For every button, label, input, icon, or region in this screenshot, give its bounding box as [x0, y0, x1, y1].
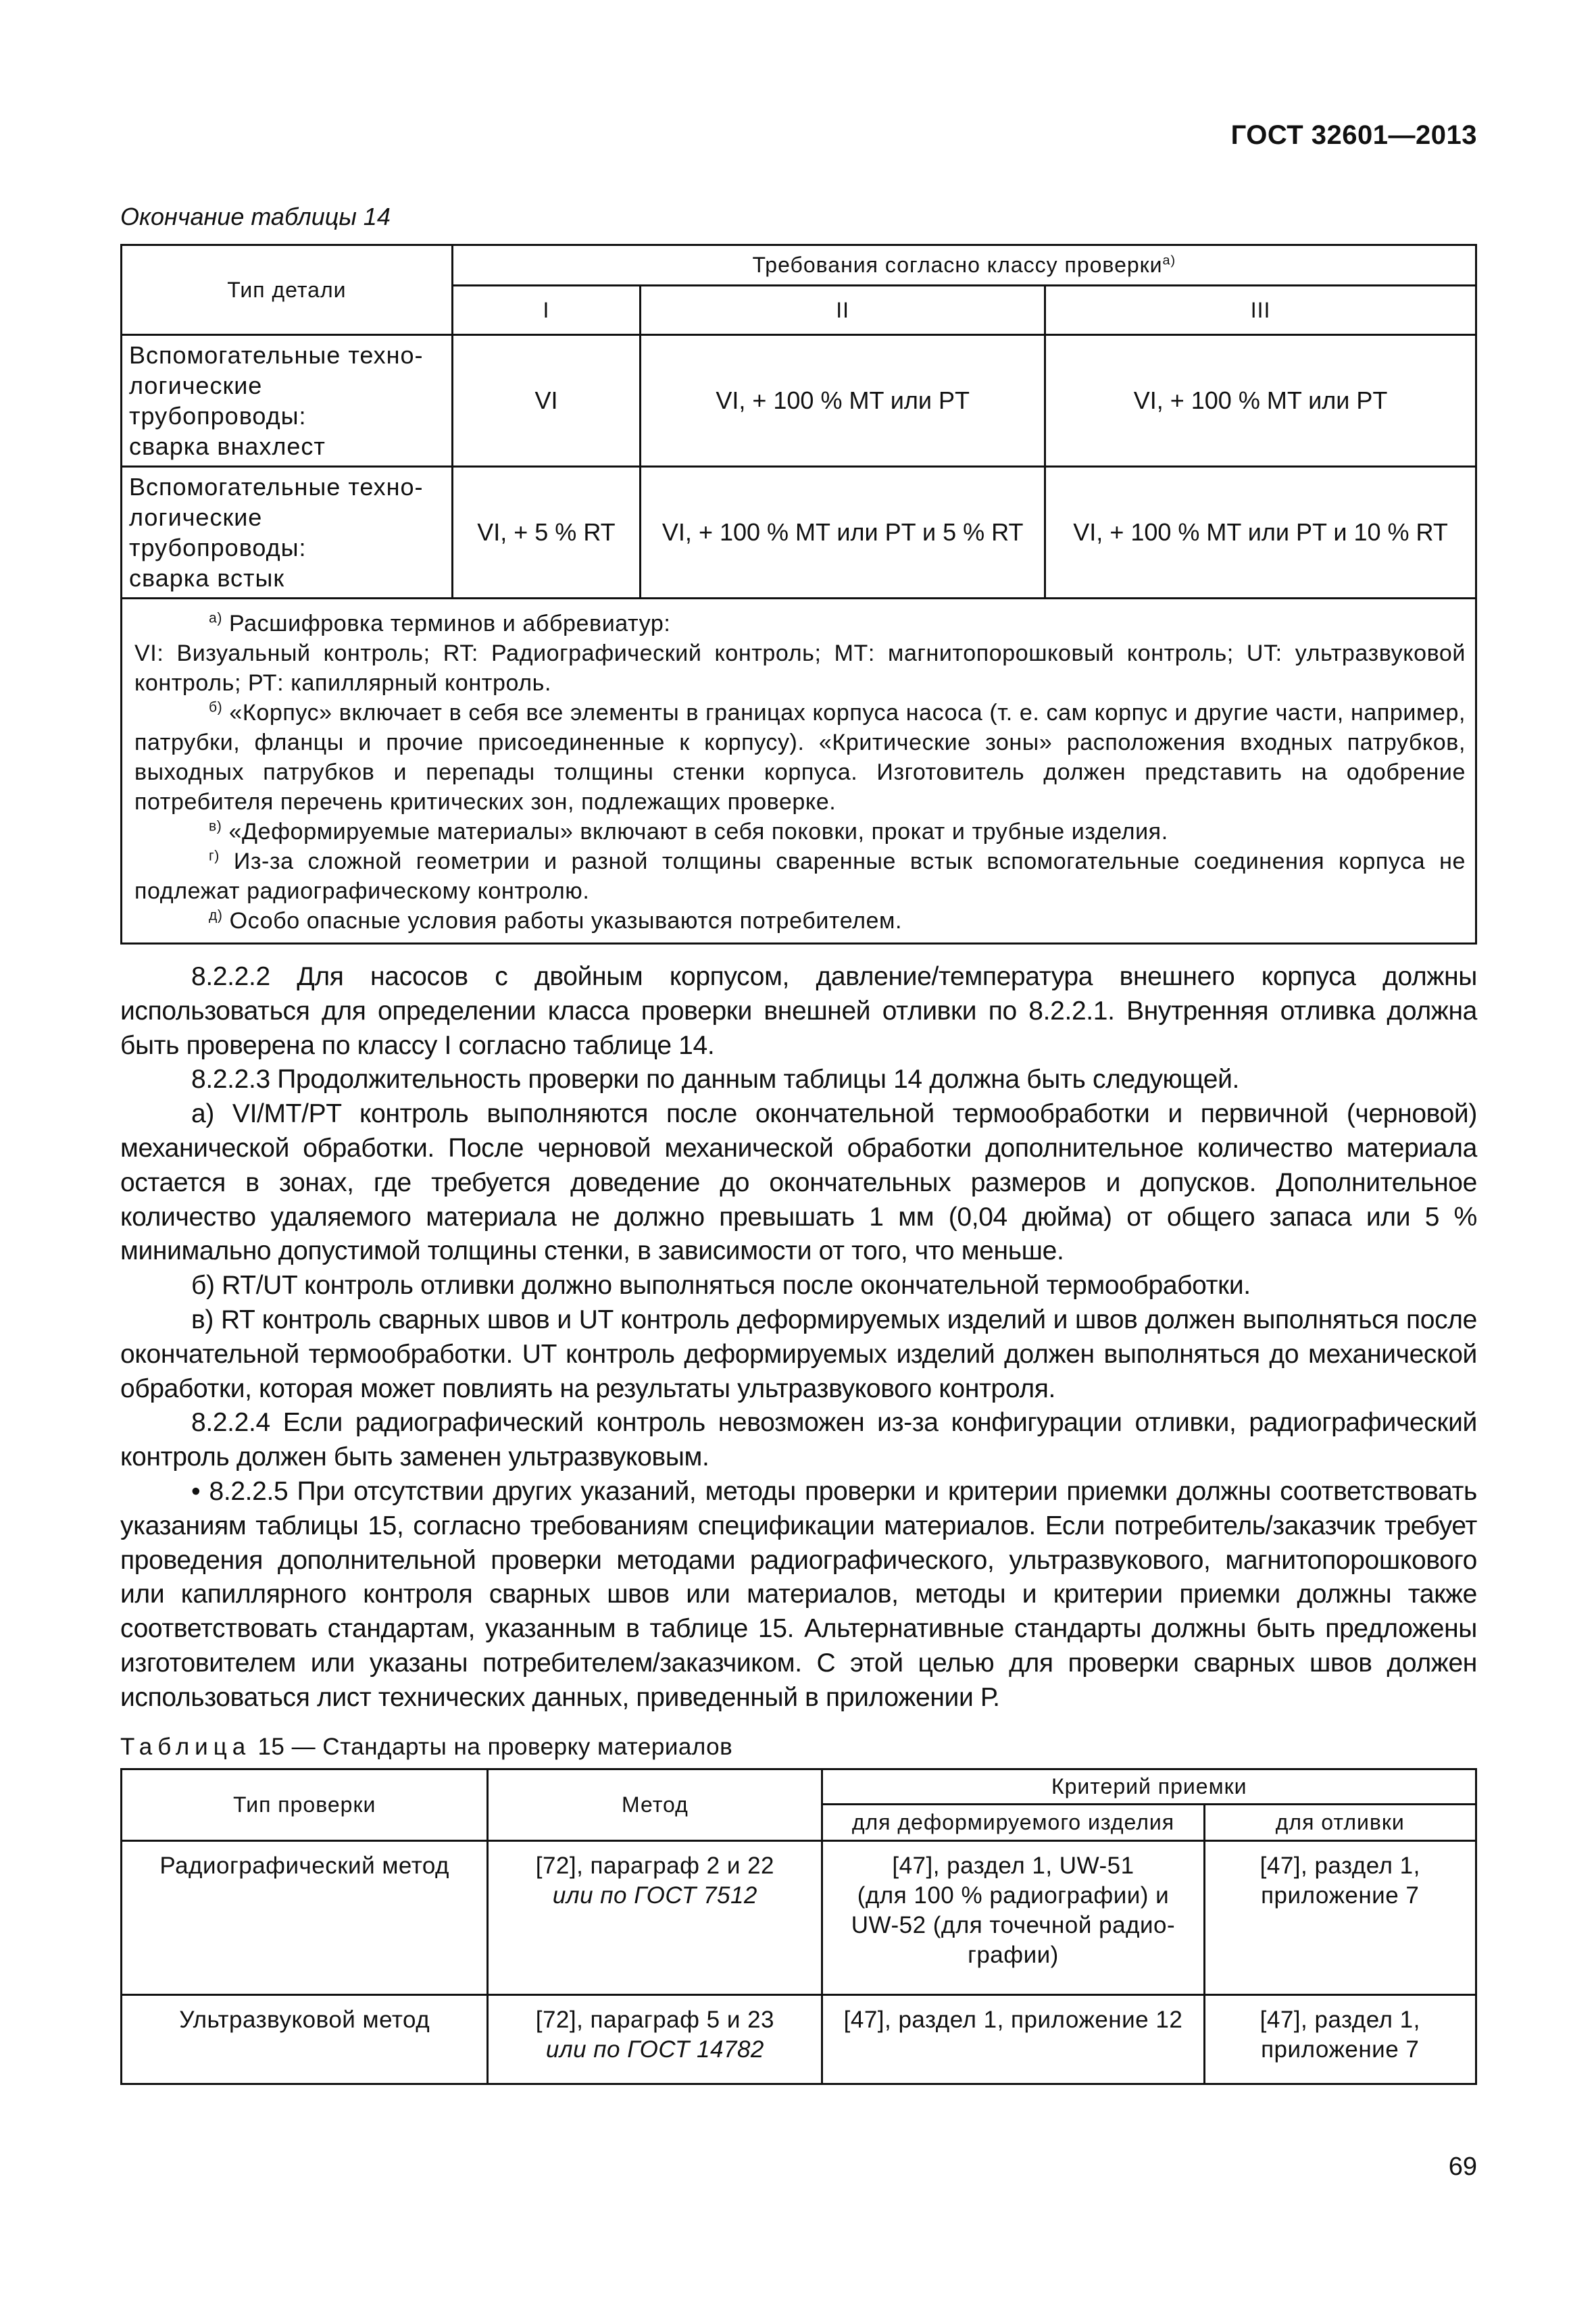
cell-check-type: Радиографический метод — [122, 1841, 488, 1995]
table-row — [122, 1995, 1476, 2084]
footnote-c: $^{в)}$ «Деформируемые материалы» включают в себя поковки, прокат и трубные изделия. — [209, 818, 1168, 845]
footnote-d: $^{г)}$ Из-за сложной геометрии и разной толщины сваренные встык вспомогательные соединения корпуса не подлежат радиографическому контролю. — [134, 848, 1466, 904]
cell-casting: [47], раздел 1, приложение 7 — [1204, 1841, 1476, 1995]
header-acceptance-criteria: Критерий приемки — [822, 1769, 1476, 1805]
header-part-type: Тип детали — [122, 245, 453, 335]
cell-class-ii: VI, + 100 % MT или PT и 5 % RT — [641, 467, 1045, 599]
cell-class-i: VI — [452, 335, 641, 467]
row-part-type: Вспомогательные техно- логические трубопроводы: сварка встык — [122, 467, 453, 599]
table15-caption: Таблица 15 — Стандарты на проверку материалов — [120, 1734, 733, 1760]
page-number: 69 — [1448, 2153, 1477, 2181]
header-class-ii: II — [641, 286, 1045, 335]
paragraph-item-c: в) RT контроль сварных швов и UT контроль деформируемых изделий и швов должен выполняться после окончательной термообработки. UT контроль деформируемых изделий должен выполняться до механической обработки, которая может повлиять на результаты ультразвукового контроля. — [120, 1305, 1477, 1403]
paragraph-8-2-2-3: 8.2.2.3 Продолжительность проверки по данным таблицы 14 должна быть следующей. — [191, 1065, 1240, 1095]
cell-class-iii: VI, + 100 % MT или PT — [1045, 335, 1476, 467]
header-wrought: для деформируемого изделия — [822, 1805, 1204, 1841]
cell-class-i: VI, + 5 % RT — [452, 467, 641, 599]
cell-method: [72], параграф 5 и 23 или по ГОСТ 14782 — [488, 1995, 822, 2084]
paragraph-item-b: б) RT/UT контроль отливки должно выполняться после окончательной термообработки. — [191, 1271, 1251, 1301]
table-row — [122, 1841, 1476, 1995]
paragraph-item-a: а) VI/MT/PT контроль выполняются после окончательной термообработки и первичной (черновой) механической обработки. После черновой механической обработки дополнительное количество материала остается в зонах, где требуется доведение до окончательных размеров и допусков. Дополнительное количество удаляемого материала не должно превышать 1 мм (0,04 дюйма) от общего запаса или 5 % минимально допустимой толщины стенки, в зависимости от того, что меньше. — [120, 1099, 1477, 1266]
header-casting: для отливки — [1204, 1805, 1476, 1841]
table-row — [122, 467, 1476, 599]
cell-check-type: Ультразвуковой метод — [122, 1995, 488, 2084]
body-text — [120, 960, 1477, 1715]
header-check-type: Тип проверки — [122, 1769, 488, 1841]
cell-class-iii: VI, + 100 % MT или PT и 10 % RT — [1045, 467, 1476, 599]
table14-footnotes — [122, 599, 1476, 944]
cell-method: [72], параграф 2 и 22 или по ГОСТ 7512 — [488, 1841, 822, 1995]
footnote-a-text: VI: Визуальный контроль; RT: Радиографический контроль; МТ: магнитопорошковый контроль; UT: ультразвуковой контроль; РТ: капиллярный контроль. — [134, 640, 1466, 696]
cell-casting: [47], раздел 1, приложение 7 — [1204, 1995, 1476, 2084]
header-class-i: I — [452, 286, 641, 335]
cell-wrought: [47], раздел 1, UW-51 (для 100 % радиографии) и UW-52 (для точечной радио- графии) — [822, 1841, 1204, 1995]
footnote-a-title: $^{а)}$ Расшифровка терминов и аббревиатур: — [209, 610, 671, 636]
table-14 — [120, 244, 1477, 945]
paragraph-8-2-2-2: 8.2.2.2 Для насосов с двойным корпусом, давление/температура внешнего корпуса должны использоваться для определении класса проверки внешней отливки по 8.2.2.1. Внутренняя отливка должна быть проверена по классу I согласно таблице 14. — [120, 962, 1477, 1060]
paragraph-8-2-2-4: 8.2.2.4 Если радиографический контроль невозможен из-за конфигурации отливки, радиографический контроль должен быть заменен ультразвуковым. — [120, 1408, 1477, 1472]
table14-caption: Окончание таблицы 14 — [120, 203, 391, 230]
row-part-type: Вспомогательные техно- логические трубопроводы: сварка внахлест — [122, 335, 453, 467]
paragraph-8-2-2-5: • 8.2.2.5 При отсутствии других указаний, методы проверки и критерии приемки должны соответствовать указаниям таблицы 15, согласно требованиям спецификации материалов. Если потребитель/заказчик требует проведения дополнительной проверки методами радиографического, ультразвукового, магнитопорошкового или капиллярного контроля сварных швов или материалов, методы и критерии приемки должны также соответствовать стандартам, указанным в таблице 15. Альтернативные стандарты должны быть предложены изготовителем или указаны потребителем/заказчиком. С этой целью для проверки сварных швов должен использоваться лист технических данных, приведенный в приложении Р. — [120, 1476, 1477, 1712]
standard-header: ГОСТ 32601—2013 — [1230, 120, 1477, 150]
cell-class-ii: VI, + 100 % MT или PT — [641, 335, 1045, 467]
footnote-b: $^{б)}$ «Корпус» включает в себя все элементы в границах корпуса насоса (т. е. сам корпус и другие части, например, патрубки, фланцы и прочие присоединенные к корпусу). «Критические зоны» расположения входных патрубков, выходных патрубков и перепады толщины стенки корпуса. Изготовитель должен представить на одобрение потребителя перечень критических зон, подлежащих проверке. — [134, 699, 1466, 815]
header-requirements: Требования согласно классу проверки$^{а)}$ — [452, 245, 1476, 286]
table-row — [122, 335, 1476, 467]
cell-wrought: [47], раздел 1, приложение 12 — [822, 1995, 1204, 2084]
footnote-e: $^{д)}$ Особо опасные условия работы указываются потребителем. — [209, 907, 903, 934]
table-15 — [120, 1768, 1477, 2085]
header-class-iii: III — [1045, 286, 1476, 335]
header-method: Метод — [488, 1769, 822, 1841]
